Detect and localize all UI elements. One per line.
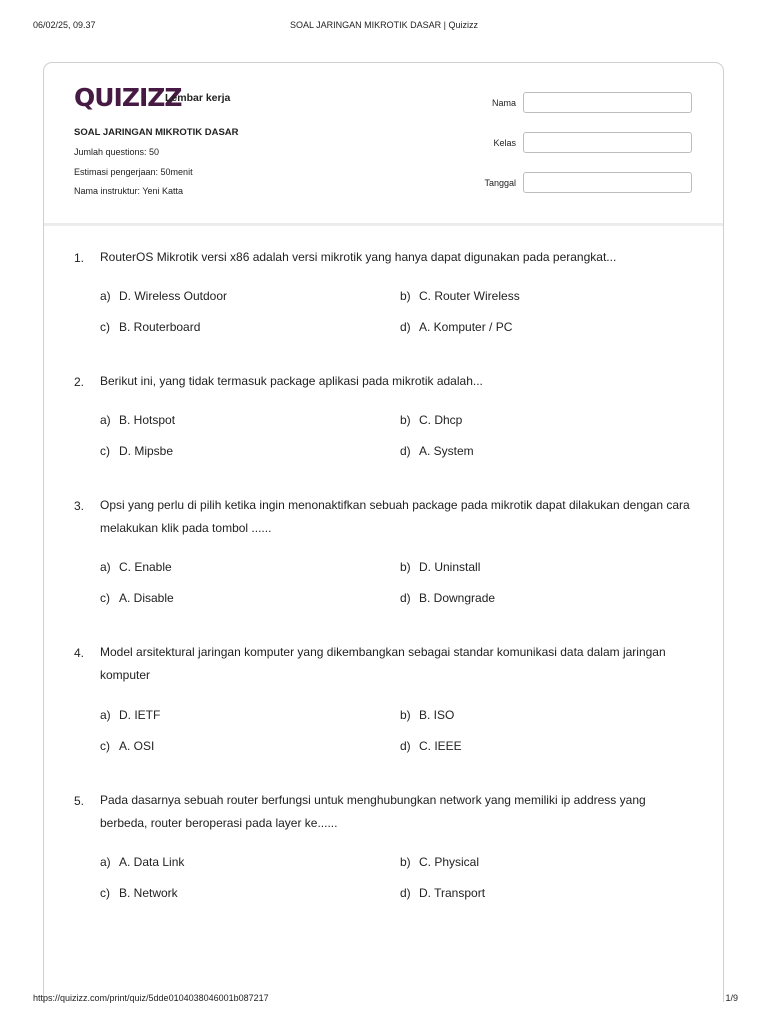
worksheet-header xyxy=(44,63,723,226)
option-letter: b) xyxy=(400,708,411,722)
class-field[interactable] xyxy=(523,132,692,153)
name-field[interactable] xyxy=(523,92,692,113)
print-title: SOAL JARINGAN MIKROTIK DASAR | Quizizz xyxy=(289,20,479,30)
option-text: C. Router Wireless xyxy=(419,289,520,303)
option-a[interactable] xyxy=(100,413,175,427)
question-number: 2. xyxy=(74,375,85,389)
option-b[interactable] xyxy=(400,708,454,722)
option-letter: c) xyxy=(100,320,110,334)
option-text: C. Enable xyxy=(119,560,172,574)
question-text: Berikut ini, yang tidak termasuk package aplikasi pada mikrotik adalah... xyxy=(100,374,483,388)
option-letter: c) xyxy=(100,591,110,605)
question-text: Pada dasarnya sebuah router berfungsi untuk menghubungkan network yang memiliki ip address yang berbeda, router beroperasi pada layer ke...... xyxy=(100,793,646,830)
option-d[interactable] xyxy=(400,320,512,334)
option-letter: d) xyxy=(400,591,411,605)
option-letter: c) xyxy=(100,886,110,900)
option-letter: d) xyxy=(400,320,411,334)
option-c[interactable] xyxy=(100,591,174,605)
page-number: 1/9 xyxy=(725,993,738,1003)
option-a[interactable] xyxy=(100,560,172,574)
option-c[interactable] xyxy=(100,886,178,900)
print-date: 06/02/25, 09.37 xyxy=(33,20,96,30)
option-text: B. Downgrade xyxy=(419,591,496,605)
quiz-title: SOAL JARINGAN MIKROTIK DASAR xyxy=(74,127,239,138)
option-letter: b) xyxy=(400,560,411,574)
option-text: B. Network xyxy=(119,886,178,900)
option-text: C. IEEE xyxy=(419,739,462,753)
option-text: D. Uninstall xyxy=(419,560,481,574)
option-letter: b) xyxy=(400,289,411,303)
option-letter: d) xyxy=(400,739,411,753)
print-footer xyxy=(33,993,738,1007)
option-d[interactable] xyxy=(400,591,495,605)
option-text: B. Routerboard xyxy=(119,320,201,334)
option-text: D. Transport xyxy=(419,886,486,900)
question-number: 4. xyxy=(74,646,85,660)
instructor-name: Nama instruktur: Yeni Katta xyxy=(74,186,184,196)
option-c[interactable] xyxy=(100,739,154,753)
option-c[interactable] xyxy=(100,444,173,458)
option-text: B. ISO xyxy=(419,708,455,722)
option-d[interactable] xyxy=(400,886,485,900)
question-number: 3. xyxy=(74,499,85,513)
option-text: C. Physical xyxy=(419,855,480,869)
option-b[interactable] xyxy=(400,560,480,574)
name-label: Nama xyxy=(491,98,516,108)
option-letter: c) xyxy=(100,739,110,753)
option-letter: d) xyxy=(400,444,411,458)
question-count: Jumlah questions: 50 xyxy=(74,147,160,157)
question-number: 5. xyxy=(74,794,85,808)
option-letter: c) xyxy=(100,444,110,458)
option-letter: a) xyxy=(100,289,111,303)
option-letter: a) xyxy=(100,855,111,869)
estimated-time: Estimasi pengerjaan: 50menit xyxy=(74,167,193,177)
print-url: https://quizizz.com/print/quiz/5dde0104038046001b087217 xyxy=(33,993,269,1003)
option-text: D. Wireless Outdoor xyxy=(119,289,228,303)
class-label: Kelas xyxy=(493,138,516,148)
option-a[interactable] xyxy=(100,289,227,303)
option-letter: a) xyxy=(100,560,111,574)
question-text: Model arsitektural jaringan komputer yang dikembangkan sebagai standar komunikasi data dalam jaringan komputer xyxy=(100,645,666,682)
quizizz-logo: QUIZIZZ xyxy=(74,83,182,112)
option-d[interactable] xyxy=(400,739,462,753)
option-text: D. IETF xyxy=(119,708,161,722)
option-letter: b) xyxy=(400,855,411,869)
option-d[interactable] xyxy=(400,444,474,458)
option-text: D. Mipsbe xyxy=(119,444,174,458)
option-text: A. Disable xyxy=(119,591,174,605)
question-number: 1. xyxy=(74,251,85,265)
option-letter: b) xyxy=(400,413,411,427)
option-letter: a) xyxy=(100,708,111,722)
option-b[interactable] xyxy=(400,413,462,427)
option-text: A. System xyxy=(419,444,474,458)
option-c[interactable] xyxy=(100,320,200,334)
option-text: B. Hotspot xyxy=(119,413,176,427)
option-text: A. OSI xyxy=(119,739,155,753)
option-text: A. Data Link xyxy=(119,855,185,869)
question-text: Opsi yang perlu di pilih ketika ingin menonaktifkan sebuah package pada mikrotik dapat dilakukan dengan cara melakukan klik pada tombol ...... xyxy=(100,498,690,535)
question-text: RouterOS Mikrotik versi x86 adalah versi mikrotik yang hanya dapat digunakan pada perangkat... xyxy=(100,250,617,264)
worksheet-subtitle: Lembar kerja xyxy=(165,92,231,104)
option-a[interactable] xyxy=(100,855,184,869)
option-letter: d) xyxy=(400,886,411,900)
date-field[interactable] xyxy=(523,172,692,193)
option-text: A. Komputer / PC xyxy=(419,320,513,334)
print-header xyxy=(33,20,735,34)
option-b[interactable] xyxy=(400,289,520,303)
option-letter: a) xyxy=(100,413,111,427)
option-a[interactable] xyxy=(100,708,160,722)
option-text: C. Dhcp xyxy=(419,413,463,427)
date-label: Tanggal xyxy=(484,178,516,188)
option-b[interactable] xyxy=(400,855,479,869)
